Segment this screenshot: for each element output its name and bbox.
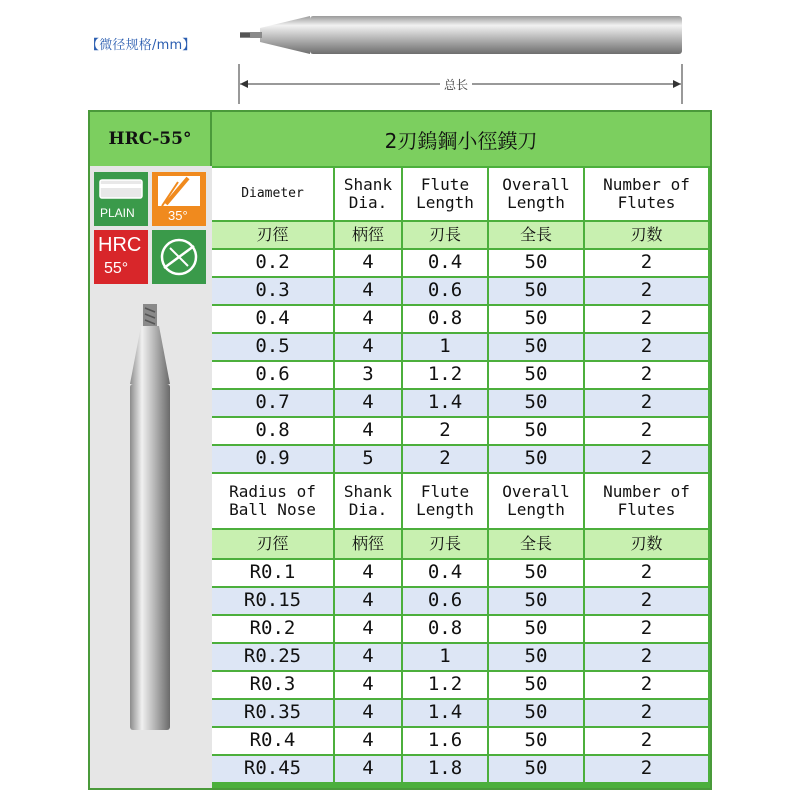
table-cell: 2 — [585, 390, 710, 418]
table-main-area — [212, 112, 710, 788]
table-cell: 2 — [585, 446, 710, 474]
table-cell: 2 — [403, 446, 489, 474]
helix-angle-badge — [152, 172, 206, 226]
table-cell: 2 — [585, 250, 710, 278]
table-row — [212, 672, 710, 700]
subheader-cell: 刃数 — [585, 530, 710, 560]
table-cell: R0.15 — [212, 588, 335, 616]
subheader-cell: 全長 — [489, 530, 585, 560]
table-row — [212, 306, 710, 334]
table-cell: 50 — [489, 306, 585, 334]
ball-nose-icon — [152, 230, 206, 284]
table-cell: 4 — [335, 700, 403, 728]
header-overall-length: Overall Length — [489, 168, 585, 222]
table-cell: 0.8 — [403, 306, 489, 334]
table-row — [212, 616, 710, 644]
table-cell: 2 — [585, 728, 710, 756]
table-cell: 4 — [335, 616, 403, 644]
table-cell: R0.45 — [212, 756, 335, 784]
subheader-cell: 刃長 — [403, 530, 489, 560]
table-cell: 50 — [489, 362, 585, 390]
table-cell: 0.9 — [212, 446, 335, 474]
table-cell: 2 — [585, 672, 710, 700]
table-cell: 2 — [585, 616, 710, 644]
feature-badges — [94, 172, 208, 288]
header-diameter: Diameter — [212, 168, 335, 222]
table-cell: 0.2 — [212, 250, 335, 278]
table-cell: 4 — [335, 728, 403, 756]
hrc-label: HRC-55° — [90, 112, 212, 166]
table-cell: 2 — [585, 306, 710, 334]
header-shank-dia: Shank Dia. — [335, 168, 403, 222]
table-cell: 2 — [585, 644, 710, 672]
table-cell: 2 — [403, 418, 489, 446]
table-cell: 50 — [489, 588, 585, 616]
table-cell: 4 — [335, 644, 403, 672]
table-cell: 4 — [335, 306, 403, 334]
table-cell: 50 — [489, 644, 585, 672]
table-cell: 50 — [489, 446, 585, 474]
table-cell: R0.4 — [212, 728, 335, 756]
table-row — [212, 362, 710, 390]
table-cell: 2 — [585, 334, 710, 362]
table-cell: 4 — [335, 250, 403, 278]
table-cell: 50 — [489, 278, 585, 306]
spec-table — [88, 110, 712, 790]
table-cell: 0.4 — [403, 560, 489, 588]
table-row — [212, 700, 710, 728]
table-cell: 0.8 — [403, 616, 489, 644]
table-cell: 50 — [489, 672, 585, 700]
subheader-cell: 刃長 — [403, 222, 489, 250]
table-cell: 1.6 — [403, 728, 489, 756]
table-cell: 3 — [335, 362, 403, 390]
section2-header-row — [212, 474, 710, 530]
table-cell: 4 — [335, 560, 403, 588]
plain-badge-text: PLAIN — [100, 206, 135, 220]
table-cell: R0.1 — [212, 560, 335, 588]
table-cell: 0.8 — [212, 418, 335, 446]
table-cell: 0.7 — [212, 390, 335, 418]
table-cell: R0.35 — [212, 700, 335, 728]
hrc-badge — [94, 230, 148, 284]
table-cell: 50 — [489, 560, 585, 588]
table-cell: 50 — [489, 250, 585, 278]
table-cell: 2 — [585, 756, 710, 784]
hrc-badge-text: HRC — [98, 234, 142, 256]
table-cell: R0.2 — [212, 616, 335, 644]
table-cell: 1.2 — [403, 672, 489, 700]
subheader-cell: 柄徑 — [335, 530, 403, 560]
header-number-of-flutes: Number of Flutes — [585, 168, 710, 222]
table-cell: 4 — [335, 418, 403, 446]
table-row — [212, 446, 710, 474]
table-row — [212, 334, 710, 362]
table-cell: 2 — [585, 418, 710, 446]
subheader-cell: 刃数 — [585, 222, 710, 250]
table-row — [212, 390, 710, 418]
table-cell: 4 — [335, 672, 403, 700]
table-row — [212, 644, 710, 672]
table-cell: 2 — [585, 588, 710, 616]
table-cell: 0.5 — [212, 334, 335, 362]
table-cell: 2 — [585, 362, 710, 390]
subheader-cell: 刃徑 — [212, 222, 335, 250]
table-row — [212, 278, 710, 306]
table-cell: 2 — [585, 278, 710, 306]
subheader-cell: 柄徑 — [335, 222, 403, 250]
table-cell: 50 — [489, 334, 585, 362]
header-flute-length: Flute Length — [403, 474, 489, 530]
table-cell: 4 — [335, 278, 403, 306]
end-mill-vertical-image — [126, 304, 176, 734]
table-row — [212, 588, 710, 616]
overall-length-label: 总长 — [440, 76, 472, 93]
ball-nose-badge — [152, 230, 206, 284]
table-cell: 5 — [335, 446, 403, 474]
table-cell: 0.6 — [403, 588, 489, 616]
section1-subheader-row — [212, 222, 710, 250]
subheader-cell: 全長 — [489, 222, 585, 250]
table-cell: 50 — [489, 616, 585, 644]
table-cell: R0.25 — [212, 644, 335, 672]
table-cell: R0.3 — [212, 672, 335, 700]
subheader-cell: 刃徑 — [212, 530, 335, 560]
table-cell: 0.6 — [403, 278, 489, 306]
table-cell: 1 — [403, 644, 489, 672]
table-cell: 0.6 — [212, 362, 335, 390]
table-cell: 1.2 — [403, 362, 489, 390]
table-row — [212, 560, 710, 588]
section2-subheader-row — [212, 530, 710, 560]
spec-label: 【微径规格/mm】 — [86, 38, 196, 53]
table-cell: 1.4 — [403, 390, 489, 418]
table-cell: 1.4 — [403, 700, 489, 728]
plain-badge — [94, 172, 148, 226]
hrc-badge-value: 55° — [104, 260, 129, 277]
table-cell: 50 — [489, 756, 585, 784]
table-row — [212, 418, 710, 446]
header-flute-length: Flute Length — [403, 168, 489, 222]
header-shank-dia: Shank Dia. — [335, 474, 403, 530]
table-cell: 2 — [585, 700, 710, 728]
section1-header-row — [212, 168, 710, 222]
table-cell: 50 — [489, 700, 585, 728]
table-title: 2刃鎢鋼小徑鏌刀 — [212, 112, 710, 166]
table-cell: 50 — [489, 418, 585, 446]
table-cell: 0.4 — [212, 306, 335, 334]
table-cell: 4 — [335, 756, 403, 784]
table-cell: 4 — [335, 390, 403, 418]
header-radius-of-ball-nose: Radius of Ball Nose — [212, 474, 335, 530]
table-cell: 50 — [489, 390, 585, 418]
table-cell: 2 — [585, 560, 710, 588]
table-row — [212, 728, 710, 756]
left-info-column — [90, 112, 212, 788]
table-cell: 0.4 — [403, 250, 489, 278]
table-cell: 4 — [335, 334, 403, 362]
end-mill-top-image — [238, 12, 683, 58]
table-cell: 0.3 — [212, 278, 335, 306]
header-overall-length: Overall Length — [489, 474, 585, 530]
table-row — [212, 250, 710, 278]
helix-angle-text: 35° — [168, 208, 188, 223]
header-number-of-flutes: Number of Flutes — [585, 474, 710, 530]
table-cell: 1 — [403, 334, 489, 362]
table-row — [212, 756, 710, 784]
table-cell: 4 — [335, 588, 403, 616]
table-cell: 1.8 — [403, 756, 489, 784]
table-cell: 50 — [489, 728, 585, 756]
